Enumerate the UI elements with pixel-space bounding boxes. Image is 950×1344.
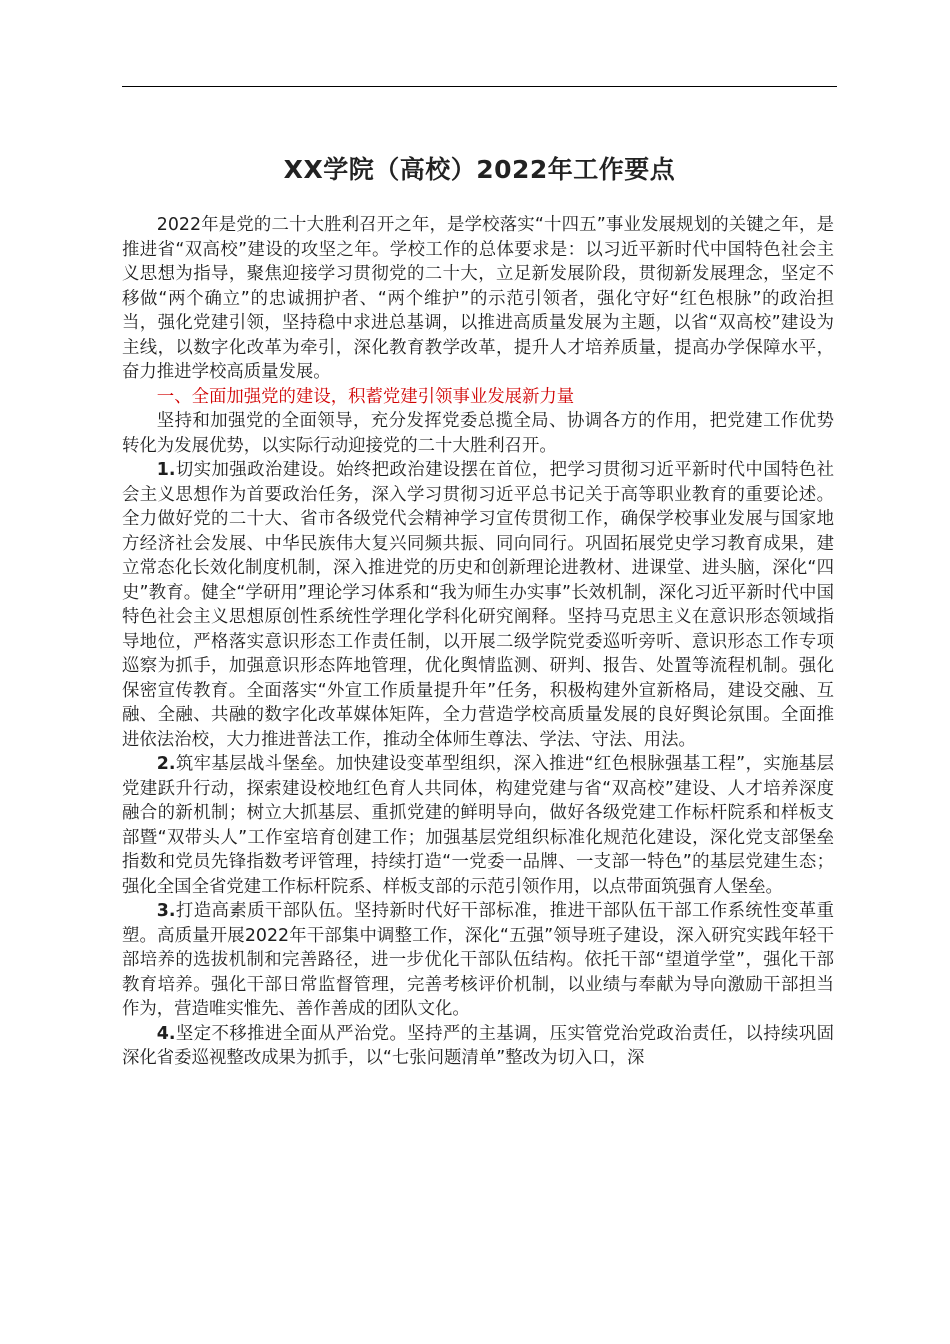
item-paragraph xyxy=(122,899,834,1022)
document-body xyxy=(122,213,834,1071)
item-number: 2. xyxy=(156,754,176,774)
item-text: 坚定不移推进全面从严治党。坚持严的主基调，压实管党治党政治责任，以持续巩固深化省委巡视整改成果为抓手，以“七张问题清单”整改为切入口，深 xyxy=(122,1023,834,1068)
item-text: 筑牢基层战斗堡垒。加快建设变革型组织，深入推进“红色根脉强基工程”，实施基层党建跃升行动，探索建设校地红色育人共同体，构建党建与省“双高校”建设、人才培养深度融合的新机制；树立大抓基层、重抓党建的鲜明导向，做好各级党建工作标杆院系和样板支部暨“双带头人”工作室培育创建工作；加强基层党组织标准化规范化建设，深化党支部堡垒指数和党员先锋指数考评管理，持续打造“一党委一品牌、一支部一特色”的基层党建生态；强化全国全省党建工作标杆院系、样板支部的示范引领作用，以点带面筑强育人堡垒。 xyxy=(122,754,834,897)
item-paragraph xyxy=(122,458,834,752)
item-text: 切实加强政治建设。始终把政治建设摆在首位，把学习贯彻习近平新时代中国特色社会主义思想作为首要政治任务，深入学习贯彻习近平总书记关于高等职业教育的重要论述。全力做好党的二十大、省市各级党代会精神学习宣传贯彻工作，确保学校事业发展与国家地方经济社会发展、中华民族伟大复兴同频共振、同向同行。巩固拓展党史学习教育成果，建立常态化长效化制度机制，深入推进党的历史和创新理论进教材、进课堂、进头脑，深化“四史”教育。健全“学研用”理论学习体系和“我为师生办实事”长效机制，深化习近平新时代中国特色社会主义思想原创性系统性学理化学科化研究阐释。坚持马克思主义在意识形态领域指导地位，严格落实意识形态工作责任制，以开展二级学院党委巡听旁听、意识形态工作专项巡察为抓手，加强意识形态阵地管理，优化舆情监测、研判、报告、处置等流程机制。强化保密宣传教育。全面落实“外宣工作质量提升年”任务，积极构建外宣新格局，建设交融、互融、全融、共融的数字化改革媒体矩阵，全力营造学校高质量发展的良好舆论氛围。全面推进依法治校，大力推进普法工作，推动全体师生尊法、学法、守法、用法。 xyxy=(122,460,834,750)
item-paragraph xyxy=(122,752,834,899)
header-rule xyxy=(122,86,837,87)
section-intro-paragraph: 坚持和加强党的全面领导，充分发挥党委总揽全局、协调各方的作用，把党建工作优势转化为发展优势，以实际行动迎接党的二十大胜利召开。 xyxy=(122,411,834,456)
intro-paragraph: 2022年是党的二十大胜利召开之年，是学校落实“十四五”事业发展规划的关键之年，是推进省“双高校”建设的攻坚之年。学校工作的总体要求是：以习近平新时代中国特色社会主义思想为指导，聚焦迎接学习贯彻党的二十大，立足新发展阶段，贯彻新发展理念，坚定不移做“两个确立”的忠诚拥护者、“两个维护”的示范引领者，强化守好“红色根脉”的政治担当，强化党建引领，坚持稳中求进总基调，以推进高质量发展为主题，以省“双高校”建设为主线，以数字化改革为牵引，深化教育教学改革，提升人才培养质量，提高办学保障水平，奋力推进学校高质量发展。 xyxy=(122,215,834,382)
page-title: XX学院（高校）2022年工作要点 xyxy=(283,155,676,184)
item-number: 4. xyxy=(156,1023,176,1044)
section-heading: 一、全面加强党的建设，积蓄党建引领事业发展新力量 xyxy=(156,386,575,407)
item-number: 1. xyxy=(156,460,176,480)
item-number: 3. xyxy=(156,901,176,921)
item-text: 打造高素质干部队伍。坚持新时代好干部标准，推进干部队伍干部工作系统性变革重塑。高质量开展2022年干部集中调整工作，深化“五强”领导班子建设，深入研究实践年轻干部培养的选拔机制和完善路径，进一步优化干部队伍结构。依托干部“望道学堂”，强化干部教育培养。强化干部日常监督管理，完善考核评价机制，以业绩与奉献为导向激励干部担当作为，营造唯实惟先、善作善成的团队文化。 xyxy=(122,901,834,1019)
item-paragraph xyxy=(122,1022,834,1071)
